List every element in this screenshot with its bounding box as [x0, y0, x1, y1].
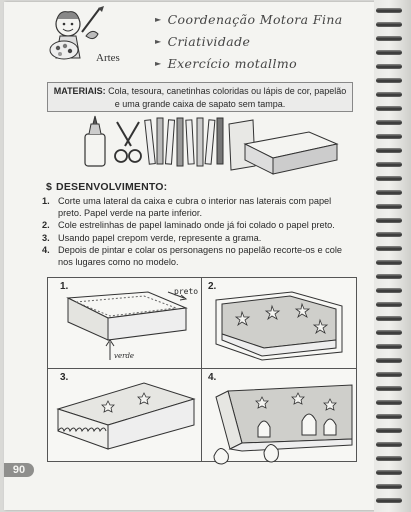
spiral-coil	[376, 386, 402, 391]
spiral-coil	[376, 330, 402, 335]
spiral-coil	[376, 498, 402, 503]
spiral-coil	[376, 414, 402, 419]
objective-item	[155, 8, 343, 30]
shoebox-icon	[245, 132, 337, 174]
panel-step-2	[202, 278, 356, 368]
spiral-coil	[376, 36, 402, 41]
spiral-coil	[376, 92, 402, 97]
spiral-coil	[376, 176, 402, 181]
spiral-coil	[376, 190, 402, 195]
instruction-panels-grid	[47, 277, 357, 462]
spiral-coil	[376, 78, 402, 83]
spiral-coil	[376, 316, 402, 321]
step-text: Depois de pintar e colar os personagens no papelão recorte-os e cole nos lugares como no modelo.	[58, 245, 342, 267]
spiral-coil	[376, 218, 402, 223]
objectives-list	[155, 8, 343, 74]
spiral-coil	[376, 246, 402, 251]
step-number: 2.	[42, 220, 50, 230]
materials-label: MATERIAIS:	[53, 86, 106, 96]
spiral-coil	[376, 106, 402, 111]
objective-text: Criatividade	[167, 33, 251, 49]
spiral-coil	[376, 302, 402, 307]
ghost-characters-illustration	[208, 432, 288, 472]
spiral-coil	[376, 204, 402, 209]
section-mark-icon: $	[46, 181, 53, 193]
panel-number: 4.	[208, 372, 217, 383]
triangle-bullet-icon: ►	[155, 58, 162, 68]
spiral-coil	[376, 134, 402, 139]
step-number: 3.	[42, 232, 50, 243]
materials-text: Cola, tesoura, canetinhas coloridas ou lápis de cor, papelão e uma grande caixa de sapato sem tampa.	[108, 86, 347, 109]
panel-step-1	[48, 278, 201, 368]
spiral-coil	[376, 232, 402, 237]
triangle-bullet-icon: ►	[155, 14, 162, 24]
spiral-coil	[376, 372, 402, 377]
markers-icon	[145, 118, 223, 166]
spiral-binding	[374, 0, 411, 512]
spiral-coil	[376, 470, 402, 475]
spiral-coil	[376, 50, 402, 55]
spiral-coil	[376, 288, 402, 293]
page-number: 90	[4, 463, 34, 477]
label-black: preto	[174, 287, 199, 296]
subject-label: Artes	[96, 52, 120, 64]
step-item	[42, 233, 356, 245]
step-item	[42, 245, 356, 268]
panel-number: 3.	[60, 372, 69, 383]
scissors-icon	[115, 122, 141, 162]
step-text: Usando papel crepom verde, represente a grama.	[58, 232, 262, 243]
spiral-coil	[376, 428, 402, 433]
spiral-coil	[376, 358, 402, 363]
materials-illustration	[55, 114, 345, 178]
spiral-coil	[376, 8, 402, 13]
spiral-coil	[376, 484, 402, 489]
development-title: $ DESENVOLVIMENTO:	[46, 181, 168, 193]
spiral-coil	[376, 148, 402, 153]
step-number: 4.	[42, 245, 50, 255]
materials-box	[47, 82, 353, 112]
box-with-grass-illustration	[48, 369, 201, 461]
spiral-coil	[376, 120, 402, 125]
triangle-bullet-icon: ►	[155, 36, 162, 46]
spiral-coil	[376, 442, 402, 447]
steps-list	[42, 196, 356, 269]
step-text: Corte uma lateral da caixa e cubra o interior nas laterais com papel preto. Papel verde na parte inferior.	[58, 196, 332, 218]
step-item	[42, 196, 356, 219]
label-green: verde	[114, 352, 135, 360]
panel-number: 1.	[60, 281, 69, 292]
panel-number: 2.	[208, 281, 217, 292]
step-number: 1.	[42, 196, 50, 206]
box-with-stars-illustration	[202, 278, 356, 368]
spiral-coil	[376, 64, 402, 69]
spiral-coil	[376, 344, 402, 349]
spiral-coil	[376, 260, 402, 265]
panel-step-3	[48, 369, 201, 461]
spiral-coil	[376, 274, 402, 279]
spiral-coil	[376, 400, 402, 405]
spiral-coil	[376, 162, 402, 167]
objective-text: Coordenação Motora Fina	[167, 11, 343, 27]
step-item	[42, 220, 356, 232]
objective-text: Exercício motallmo	[167, 55, 298, 71]
objective-item	[155, 52, 343, 74]
glue-bottle-icon	[85, 116, 105, 166]
objective-item	[155, 30, 343, 52]
step-text: Cole estrelinhas de papel laminado onde já foi colado o papel preto.	[58, 220, 335, 230]
spiral-coil	[376, 22, 402, 27]
spiral-coil	[376, 456, 402, 461]
